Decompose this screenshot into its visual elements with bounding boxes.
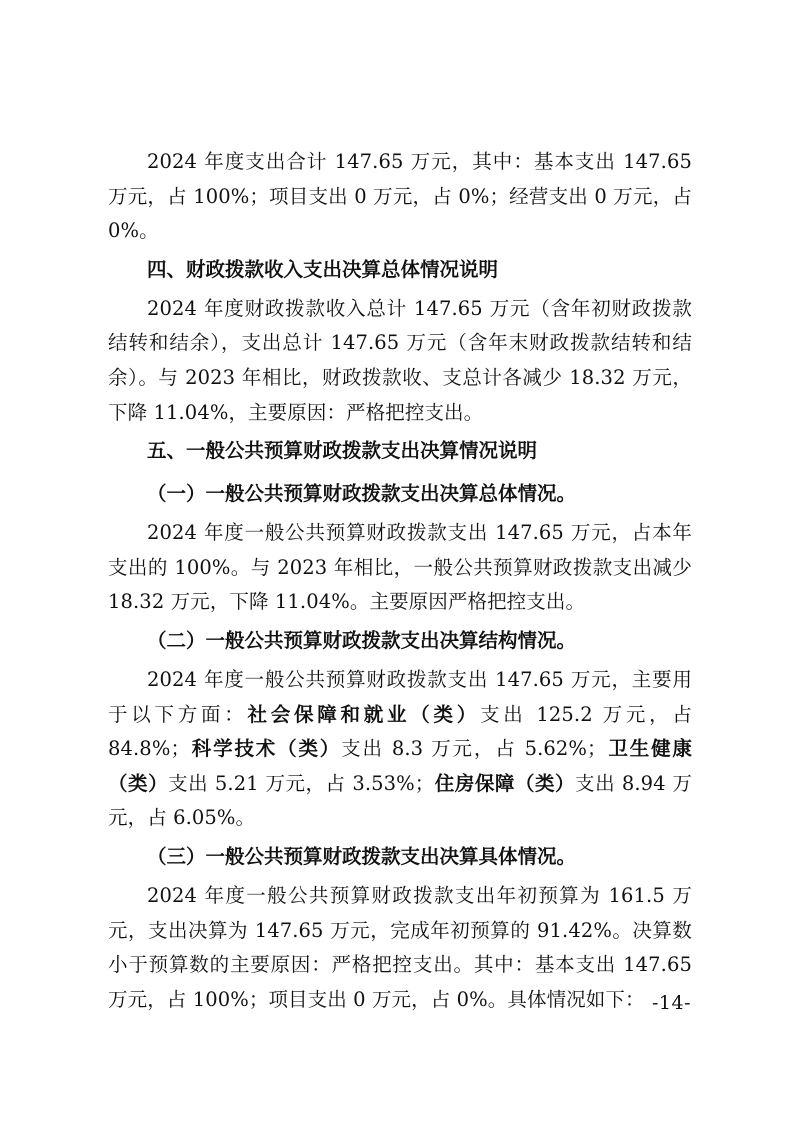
category-science-technology-amount: 支出 8.3 万元，占 5.62%；	[341, 737, 607, 761]
structure-intro: 2024 年度一般公共预算财政拨款支出 147.65 万元，主要用于以下方面：	[108, 667, 692, 726]
section-heading-4: 四、财政拨款收入支出决算总体情况说明	[147, 257, 499, 281]
subsection-heading-1: （一）一般公共预算财政拨款支出决算总体情况。	[147, 482, 577, 506]
paragraph-general-budget-details: 2024 年度一般公共预算财政拨款支出年初预算为 161.5 万元，支出决算为 147.65 万元，完成年初预算的 91.42%。决算数小于预算数的主要原因：严格把控支出。其中：基本支出 147.65 万元，占 100%；项目支出 0 万元，占 0%。具体情况如下：	[108, 883, 692, 1011]
page-number: -14-	[651, 992, 691, 1014]
paragraph-fiscal-allocation-overview: 2024 年度财政拨款收入总计 147.65 万元（含年初财政拨款结转和结余），支出总计 147.65 万元（含年末财政拨款结转和结余）。与 2023 年相比，财政拨款收、支总计各减少 18.32 万元，下降 11.04%，主要原因：严格把控支出。	[108, 296, 692, 424]
document-body	[108, 145, 692, 1017]
category-housing: 住房保障（类）	[434, 771, 576, 795]
category-social-security-amount: 支出 125.2 万元，占 84.8%；	[108, 702, 692, 761]
category-health-amount: 支出 5.21 万元，占 3.53%；	[168, 771, 435, 795]
category-social-security: 社会保障和就业（类）	[247, 702, 480, 726]
category-housing-amount: 支出 8.94 万元，占 6.05%。	[108, 771, 692, 830]
paragraph-general-budget-structure	[108, 663, 692, 836]
subsection-heading-2: （二）一般公共预算财政拨款支出决算结构情况。	[147, 628, 577, 652]
paragraph-general-budget-overall: 2024 年度一般公共预算财政拨款支出 147.65 万元，占本年支出的 100%。与 2023 年相比，一般公共预算财政拨款支出减少 18.32 万元，下降 11.04%。主要原因严格把控支出。	[108, 521, 692, 614]
category-science-technology: 科学技术（类）	[190, 737, 342, 761]
paragraph-total-expenditure: 2024 年度支出合计 147.65 万元，其中：基本支出 147.65 万元，占 100%；项目支出 0 万元，占 0%；经营支出 0 万元，占 0%。	[108, 150, 692, 243]
section-heading-5: 五、一般公共预算财政拨款支出决算情况说明	[147, 439, 538, 463]
category-health: 卫生健康（类）	[108, 737, 693, 795]
subsection-heading-3: （三）一般公共预算财政拨款支出决算具体情况。	[147, 844, 577, 868]
